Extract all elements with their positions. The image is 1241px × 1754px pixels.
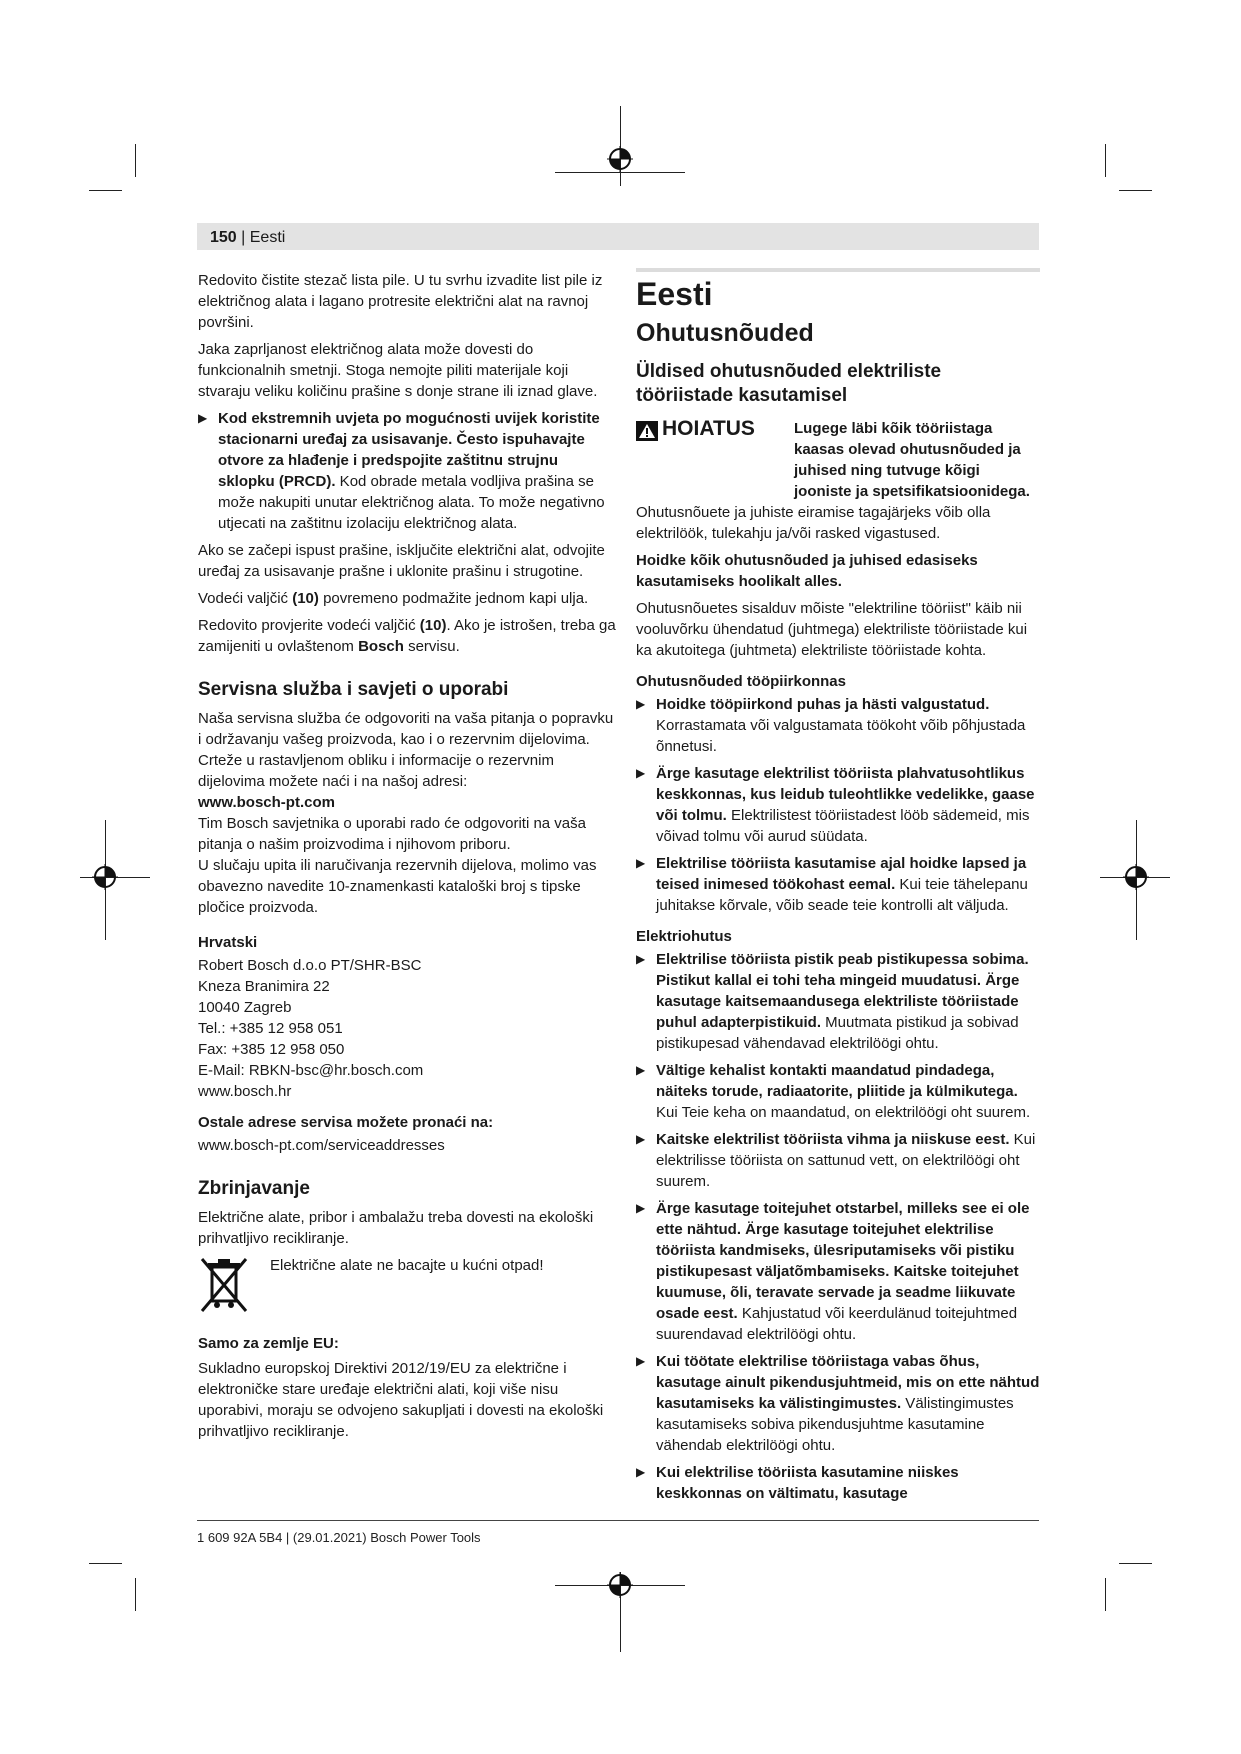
address-line: 10040 Zagreb xyxy=(198,999,292,1016)
bullet-text: Kahjustatud või keerdulänud toitejuhtmed suurendavad elektrilöögi ohtu. xyxy=(656,1305,1018,1343)
section-heading: Zbrinjavanje xyxy=(198,1178,310,1199)
crop-mark-tr-v xyxy=(1105,144,1106,177)
bullet-bold: Kui elektrilise tööriista kasutamine niiskes keskkonnas on vältimatu, kasutage xyxy=(656,1464,959,1502)
bullet-bold: Ärge kasutage toitejuhet otstarbel, milleks see ei ole ette nähtud. Ärge kasutage toitejuhet elektrilise tööriista kandmiseks, ülesriputamiseks või pistiku pistikupesast väljatõmbamiseks. Kaitske toitejuhet kuumuse, õli, teravate servade ja seadme liikuvate osade eest. xyxy=(656,1200,1030,1322)
other-addresses-label: Ostale adrese servisa možete pronaći na: xyxy=(198,1114,494,1131)
registration-mark-icon xyxy=(1123,864,1149,890)
crop-mark-tr-h xyxy=(1119,190,1152,191)
bullet-text: Kod obrade metala vodljiva prašina se može nakupiti unutar električnog alata. To može negativno utjecati na zaštitnu izolaciju električnog alata. xyxy=(218,473,605,532)
paragraph: Ohutusnõuetes sisalduv mõiste "elektriline tööriist" käib nii vooluvõrku ühendatud (juhtmega) elektriliste tööriistade kui ka akutoitega (juhtmeta) elektriliste tööriistade kohta. xyxy=(636,600,1028,659)
bullet-item xyxy=(636,853,1040,916)
bullet-bold: Elektrilise tööriista pistik peab pistikupessa sobima. Pistikut kallal ei tohi teha mingeid muudatusi. Ärge kasutage kaitsemaandusega elektriliste tööriistade puhul adapterpistikuid. xyxy=(656,951,1029,1031)
crop-mark-bl-h xyxy=(89,1563,122,1564)
bullet-item xyxy=(636,1129,1040,1192)
other-addresses-url[interactable]: www.bosch-pt.com/serviceaddresses xyxy=(198,1137,445,1154)
crossed-bin-icon xyxy=(198,1255,250,1315)
bullet-item xyxy=(636,763,1040,847)
bullet-item xyxy=(636,694,1040,757)
bullet-text: Kui elektrilisse tööriista on sattunud vett, on elektrilöögi oht suurem. xyxy=(656,1131,1036,1190)
paragraph: Sukladno europskoj Direktivi 2012/19/EU za električne i elektroničke stare uređaje električni alati, koji više nisu uporabivi, moraju se odvojeno sakupljati i dovesti na ekološki prihvatljivo recikliranje. xyxy=(198,1360,604,1440)
page-number: 150 xyxy=(210,229,237,246)
warning-label-text: HOIATUS xyxy=(662,417,755,440)
paragraph: Tim Bosch savjetnika o uporabi rado će odgovoriti na vaša pitanja o našim proizvodima i njihovom priboru. xyxy=(198,815,586,853)
bullet-arrow-icon: ▶ xyxy=(636,1063,646,1077)
subheading: Ohutusnõuded tööpiirkonnas xyxy=(636,673,846,690)
bullet-bold: Kod ekstremnih uvjeta po mogućnosti uvijek koristite stacionarni uređaj za usisavanje. Često ispuhavajte otvore za hlađenje i predspojite zaštitnu strujnu sklopku (PRCD). xyxy=(218,410,600,490)
bullet-item xyxy=(636,1060,1040,1123)
crop-mark-br-h xyxy=(1119,1563,1152,1564)
text: servisu. xyxy=(403,638,460,655)
bullet-arrow-icon: ▶ xyxy=(636,1132,646,1146)
address-line[interactable]: www.bosch.hr xyxy=(198,1083,292,1100)
bullet-item xyxy=(198,408,616,534)
paragraph: Redovito čistite stezač lista pile. U tu svrhu izvadite list pile iz električnog alata i lagano protresite električni alat na ravnoj površini. xyxy=(198,272,603,331)
address-line: Kneza Branimira 22 xyxy=(198,978,330,995)
service-url[interactable]: www.bosch-pt.com xyxy=(198,794,335,811)
header-section: Eesti xyxy=(249,229,286,246)
warning-block xyxy=(636,418,1040,502)
bullet-text: Kui Teie keha on maandatud, on elektrilöögi oht suurem. xyxy=(656,1104,1031,1121)
bullet-arrow-icon: ▶ xyxy=(636,697,646,711)
paragraph: Naša servisna služba će odgovoriti na vaša pitanja o popravku i održavanju vašeg proizvoda, kao i o rezervnim dijelovima. Crteže u rastavljenom obliku i informacije o rezervnim dijelovima možete naći i na našoj adresi: xyxy=(198,710,614,790)
reg-line-top-h xyxy=(555,172,685,173)
bullet-bold: Vältige kehalist kontakti maandatud pindadega, näiteks torude, radiaatorite, pliitide ja külmikutega. xyxy=(656,1062,1018,1100)
address-line[interactable]: E-Mail: RBKN-bsc@hr.bosch.com xyxy=(198,1062,424,1079)
address-line: Fax: +385 12 958 050 xyxy=(198,1041,345,1058)
section-heading: Servisna služba i savjeti o uporabi xyxy=(198,679,509,700)
bullet-arrow-icon: ▶ xyxy=(636,1465,646,1479)
crop-mark-bl-v xyxy=(135,1578,136,1611)
bullet-arrow-icon: ▶ xyxy=(198,411,208,425)
country-heading: Hrvatski xyxy=(198,934,258,951)
text: . Ako je istrošen, treba ga zamijeniti u ovlaštenom xyxy=(198,617,616,655)
page-header: 150 | Eesti xyxy=(210,229,286,246)
registration-mark-icon xyxy=(607,146,633,172)
bullet-text: Kui teie tähelepanu juhitakse kõrvale, võib seade teie kontrolli alt väljuda. xyxy=(656,876,1028,914)
paragraph: Električne alate, pribor i ambalažu treba dovesti na ekološki prihvatljivo recikliranje. xyxy=(198,1209,594,1247)
registration-mark-icon xyxy=(92,864,118,890)
left-column xyxy=(198,270,616,1448)
bullet-bold: Kui töötate elektrilise tööriistaga vabas õhus, kasutage ainult pikendusjuhtmeid, mis on ette nähtud kasutamiseks ka välistingimustes. xyxy=(656,1353,1040,1412)
bullet-item xyxy=(636,1198,1040,1345)
right-column xyxy=(636,268,1040,1510)
bullet-arrow-icon: ▶ xyxy=(636,952,646,966)
bullet-text: Välistingimustes kasutamiseks sobiva pikendusjuhtme kasutamine vähendab elektrilöögi ohtu. xyxy=(656,1395,1014,1454)
bullet-item xyxy=(636,1351,1040,1456)
paragraph: Jaka zaprljanost električnog alata može dovesti do funkcionalnih smetnji. Stoga nemojte piliti materijale koji stvaraju veliku količinu prašine s donje strane ili iznad glave. xyxy=(198,341,598,400)
crop-mark-br-v xyxy=(1105,1578,1106,1611)
disposal-notice xyxy=(198,1255,616,1315)
bullet-arrow-icon: ▶ xyxy=(636,766,646,780)
title-rule xyxy=(636,268,1040,272)
subheading: Elektriohutus xyxy=(636,928,732,945)
paragraph: U slučaju upita ili naručivanja rezervnih dijelova, molimo vas obavezno navedite 10-znamenkasti kataloški broj s tipske pločice proizvoda. xyxy=(198,857,597,916)
footer-rule xyxy=(197,1520,1039,1521)
warning-label xyxy=(636,418,794,502)
crop-mark-tl-v xyxy=(135,144,136,177)
ref-number: (10) xyxy=(292,590,319,607)
warning-text: Lugege läbi kõik tööriistaga kaasas olevad ohutusnõuded ja juhised ning tutvuge kõigi jooniste ja spetsifikatsioonidega. xyxy=(794,420,1030,500)
paragraph xyxy=(198,588,616,609)
bullet-text: Korrastamata või valgustamata töökoht võib põhjustada õnnetusi. xyxy=(656,717,1026,755)
language-title: Eesti xyxy=(636,276,713,312)
bullet-item xyxy=(636,1462,1040,1504)
subsection-heading: Üldised ohutusnõuded elektriliste tööriistade kasutamisel xyxy=(636,361,942,406)
paragraph: Ako se začepi ispust prašine, isključite električni alat, odvojite uređaj za usisavanje prašne i uklonite prašinu i strugotine. xyxy=(198,542,605,580)
bullet-text: Muutmata pistikud ja sobivad pistikupesad vähendavad elektrilöögi ohtu. xyxy=(656,1014,1019,1052)
bullet-text: Elektrilistest tööriistadest lööb sädemeid, mis võivad tolmu või aurud süüdata. xyxy=(656,807,1030,845)
eu-label: Samo za zemlje EU: xyxy=(198,1335,339,1352)
page-header-bar xyxy=(197,223,1039,250)
bullet-bold: Hoidke tööpiirkond puhas ja hästi valgustatud. xyxy=(656,696,990,713)
address-line: Robert Bosch d.o.o PT/SHR-BSC xyxy=(198,957,422,974)
text: Vodeći valjčić xyxy=(198,590,293,607)
text: povremeno podmažite jednom kapi ulja. xyxy=(318,590,589,607)
bullet-item xyxy=(636,949,1040,1054)
section-heading: Ohutusnõuded xyxy=(636,319,814,347)
bullet-arrow-icon: ▶ xyxy=(636,1201,646,1215)
page-footer: 1 609 92A 5B4 | (29.01.2021) Bosch Power Tools xyxy=(197,1530,481,1545)
disposal-bin-text: Električne alate ne bacajte u kućni otpad! xyxy=(270,1257,544,1274)
paragraph: Ohutusnõuete ja juhiste eiramise tagajärjeks võib olla elektrilöök, tulekahju ja/või rasked vigastused. xyxy=(636,504,991,542)
warning-triangle-icon xyxy=(636,421,658,441)
text: Redovito provjerite vodeći valjčić xyxy=(198,617,420,634)
address-line: Tel.: +385 12 958 051 xyxy=(198,1020,343,1037)
bullet-bold: Kaitske elektrilist tööriista vihma ja niiskuse eest. xyxy=(656,1131,1010,1148)
brand-name: Bosch xyxy=(358,638,404,655)
bullet-bold: Elektrilise tööriista kasutamise ajal hoidke lapsed ja teised inimesed töökohast eemal. xyxy=(656,855,1027,893)
paragraph xyxy=(198,615,616,657)
bullet-arrow-icon: ▶ xyxy=(636,856,646,870)
paragraph: Hoidke kõik ohutusnõuded ja juhised edasiseks kasutamiseks hoolikalt alles. xyxy=(636,552,978,590)
bullet-arrow-icon: ▶ xyxy=(636,1354,646,1368)
registration-mark-icon xyxy=(607,1572,633,1598)
ref-number: (10) xyxy=(419,617,447,634)
crop-mark-tl-h xyxy=(89,190,122,191)
address-block xyxy=(198,955,616,1102)
bullet-bold: Ärge kasutage elektrilist tööriista plahvatusohtlikus keskkonnas, kus leidub tuleohtlikke vedelikke, gaase või tolmu. xyxy=(656,765,1035,824)
